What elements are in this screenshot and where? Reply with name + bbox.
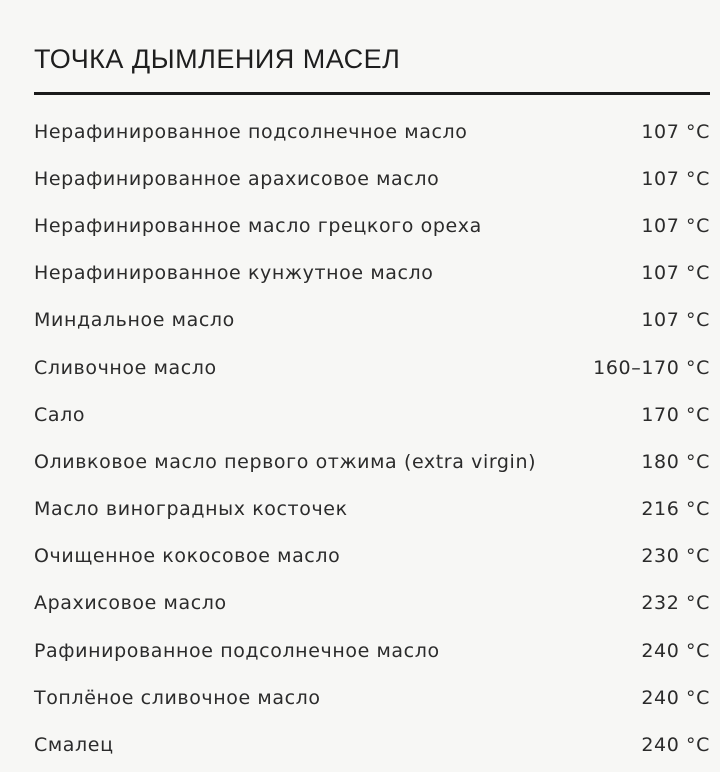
table-row [34, 250, 710, 297]
smoke-point-value: 107 °C [641, 214, 710, 237]
oil-list [34, 108, 710, 769]
table-row [34, 533, 710, 580]
smoke-point-value: 107 °C [641, 262, 710, 285]
oil-name: Нерафинированное масло грецкого ореха [34, 214, 482, 237]
oil-name: Нерафинированное кунжутное масло [34, 262, 434, 285]
table-row [34, 721, 710, 768]
smoke-point-value: 160–170 °C [593, 356, 710, 379]
oil-name: Оливковое масло первого отжима (extra virgin) [34, 450, 537, 473]
smoke-point-value: 107 °C [641, 167, 710, 190]
table-row [34, 108, 710, 155]
table-row [34, 438, 710, 485]
smoke-point-value: 240 °C [641, 639, 710, 662]
title-divider [34, 92, 710, 95]
smoke-point-value: 230 °C [641, 545, 710, 568]
oil-name: Масло виноградных косточек [34, 498, 348, 521]
table-row [34, 627, 710, 674]
oil-name: Сало [34, 403, 86, 426]
table-row [34, 580, 710, 627]
smoke-point-value: 216 °C [641, 498, 710, 521]
table-row [34, 486, 710, 533]
smoke-point-value: 240 °C [641, 734, 710, 757]
oil-name: Рафинированное подсолнечное масло [34, 639, 440, 662]
oil-name: Арахисовое масло [34, 592, 227, 615]
smoke-point-value: 107 °C [641, 120, 710, 143]
smoke-point-value: 232 °C [641, 592, 710, 615]
table-row [34, 674, 710, 721]
oil-name: Сливочное масло [34, 356, 217, 379]
smoke-point-value: 180 °C [641, 450, 710, 473]
smoke-point-value: 107 °C [641, 309, 710, 332]
table-row [34, 155, 710, 202]
table-row [34, 202, 710, 249]
oil-name: Смалец [34, 734, 114, 757]
table-row [34, 297, 710, 344]
oil-name: Очищенное кокосовое масло [34, 545, 341, 568]
oil-name: Нерафинированное подсолнечное масло [34, 120, 468, 143]
smoke-point-value: 170 °C [641, 403, 710, 426]
oil-name: Миндальное масло [34, 309, 235, 332]
oil-name: Топлёное сливочное масло [34, 686, 321, 709]
table-row [34, 344, 710, 391]
table-row [34, 391, 710, 438]
oil-name: Нерафинированное арахисовое масло [34, 167, 440, 190]
page-title: ТОЧКА ДЫМЛЕНИЯ МАСЕЛ [34, 44, 401, 74]
smoke-point-value: 240 °C [641, 686, 710, 709]
